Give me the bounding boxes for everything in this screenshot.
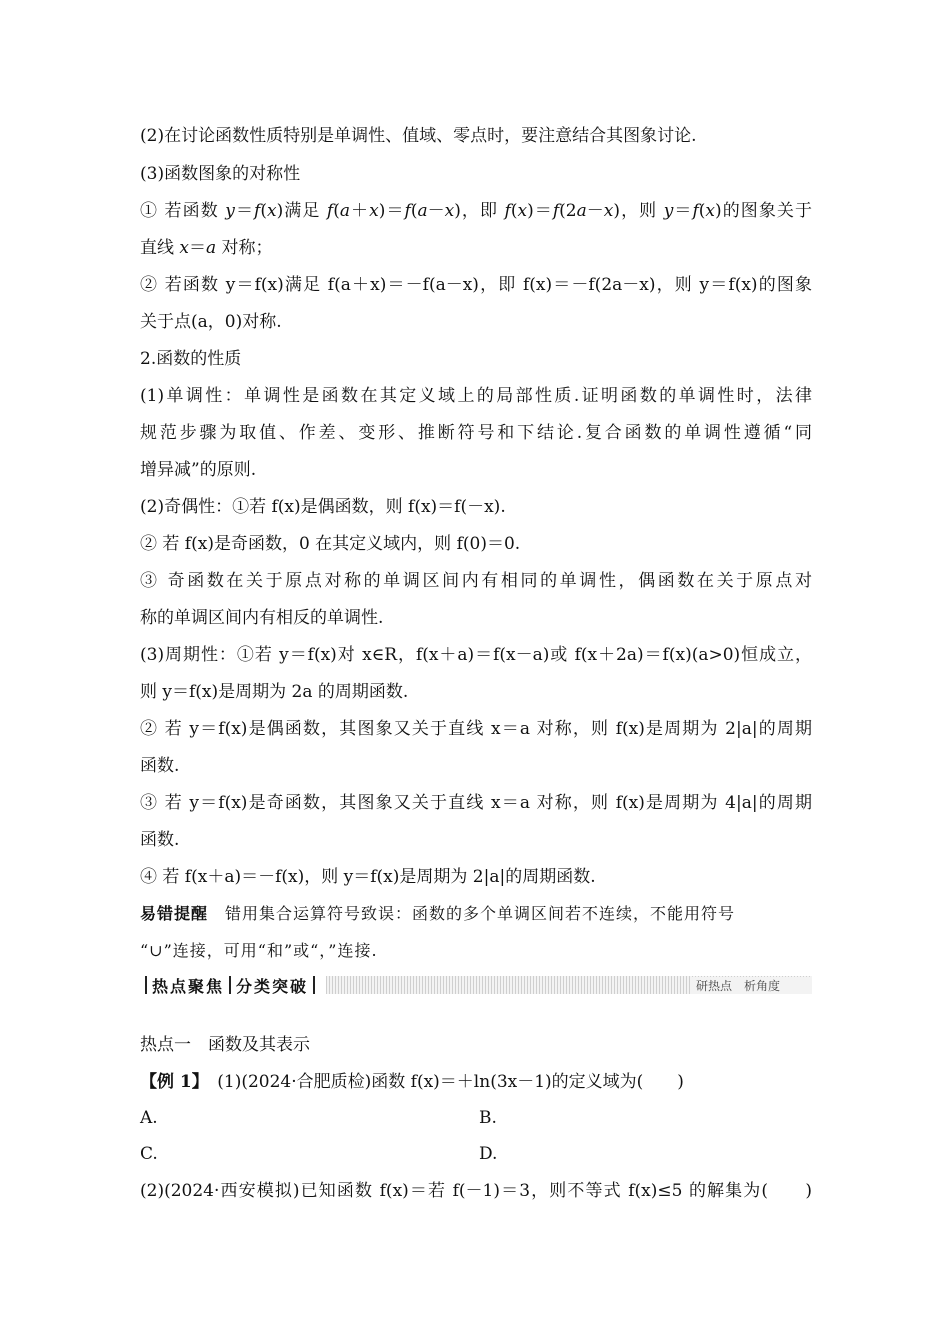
banner-title: 热点聚焦 分类突破 xyxy=(140,973,320,997)
option-a: A. xyxy=(140,1108,158,1128)
banner-stripe xyxy=(326,976,812,994)
text-line: ② 若 f(x)是奇函数，0 在其定义域内，则 f(0)＝0. xyxy=(140,534,521,554)
option-c: C. xyxy=(140,1144,158,1164)
section-banner xyxy=(140,973,812,997)
text-line: (2)在讨论函数性质特别是单调性、值域、零点时，要注意结合其图象讨论. xyxy=(140,126,697,146)
text-line: (3)函数图象的对称性 xyxy=(140,164,301,184)
text-line: 称的单调区间内有相反的单调性. xyxy=(140,608,384,628)
text-line: ② 若函数 y＝f(x)满足 f(a＋x)＝－f(a－x)，即 f(x)＝－f(2a－x)，则 y＝f(x)的图象 xyxy=(140,275,812,295)
text-line: 规范步骤为取值、作差、变形、推断符号和下结论.复合函数的单调性遵循“同 xyxy=(140,423,812,443)
text-line: (1)单调性：单调性是函数在其定义域上的局部性质.证明函数的单调性时，法律 xyxy=(140,386,812,406)
hot-topic-heading: 热点一 函数及其表示 xyxy=(140,1035,310,1055)
text-line: 直线 x＝a 对称； xyxy=(140,238,273,258)
text-line: ③ 奇函数在关于原点对称的单调区间内有相同的单调性，偶函数在关于原点对 xyxy=(140,571,812,591)
error-tip-label: 易错提醒 xyxy=(140,904,209,923)
text-line: (3)周期性：①若 y＝f(x)对 x∈R，f(x＋a)＝f(x－a)或 f(x＋2a)＝f(x)(a>0)恒成立， xyxy=(140,645,812,665)
text-line: (2)奇偶性：①若 f(x)是偶函数，则 f(x)＝f(－x). xyxy=(140,497,506,517)
text-line: ④ 若 f(x＋a)＝－f(x)，则 y＝f(x)是周期为 2|a|的周期函数. xyxy=(140,867,596,887)
text-line: 关于点(a，0)对称. xyxy=(140,312,282,332)
error-tip: 易错提醒 错用集合运算符号致误：函数的多个单调区间若不连续，不能用符号 xyxy=(140,904,736,923)
example-1: 【例 1】 (1)(2024·合肥质检)函数 f(x)＝＋ln(3x－1)的定义域为( ) xyxy=(140,1072,684,1092)
example-label: 【例 1】 xyxy=(140,1072,201,1092)
option-d: D. xyxy=(479,1144,498,1164)
example-2: (2)(2024·西安模拟)已知函数 f(x)＝若 f(－1)＝3，则不等式 f(x)≤5 的解集为( ) xyxy=(140,1181,812,1201)
text-line: 函数. xyxy=(140,756,180,776)
option-b: B. xyxy=(479,1108,497,1128)
text-line: 函数. xyxy=(140,830,180,850)
text-line: ③ 若 y＝f(x)是奇函数，其图象又关于直线 x＝a 对称，则 f(x)是周期为 4|a|的周期 xyxy=(140,793,812,813)
text-line: ② 若 y＝f(x)是偶函数，其图象又关于直线 x＝a 对称，则 f(x)是周期为 2|a|的周期 xyxy=(140,719,812,739)
text-line: 增异减”的原则. xyxy=(140,460,257,480)
text-line: ① 若函数 y＝f(x)满足 f(a＋x)＝f(a－x)，即 f(x)＝f(2a－x)，则 y＝f(x)的图象关于 xyxy=(140,201,813,221)
section-heading: 2.函数的性质 xyxy=(140,349,242,369)
banner-subtitle: 研热点 析角度 xyxy=(690,977,812,994)
error-tip-continued: “∪”连接，可用“和”或“，”连接. xyxy=(140,941,378,960)
text-line: 则 y＝f(x)是周期为 2a 的周期函数. xyxy=(140,682,409,702)
